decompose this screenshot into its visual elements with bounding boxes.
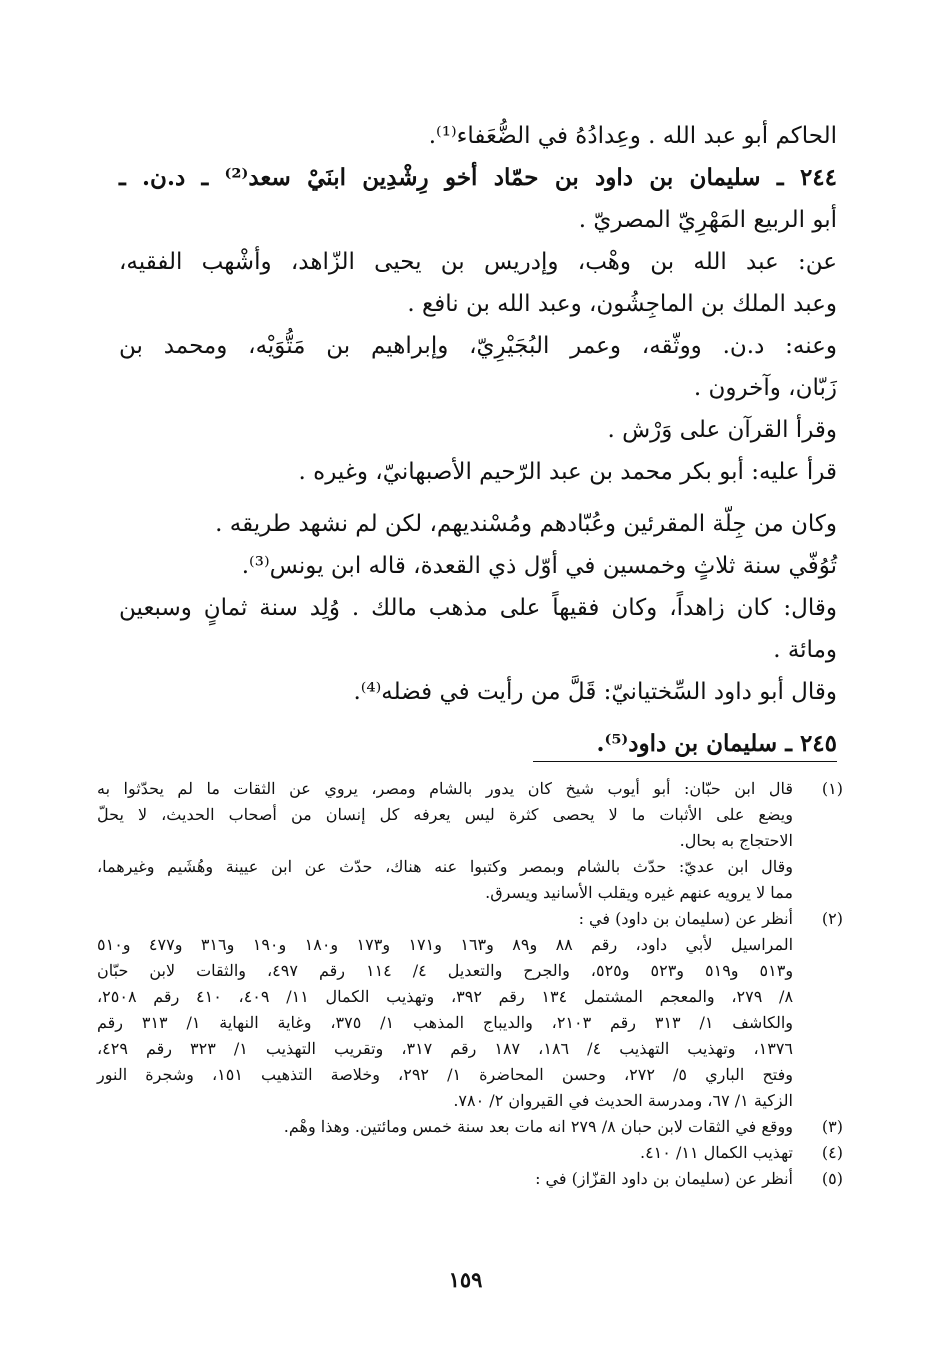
text-line: وكان من جِلّة المقرئين وعُبّادهم ومُسْنديهم، لكن لم نشهد طريقه .	[215, 511, 837, 537]
footnote-number: (٢)	[821, 909, 843, 928]
footnote-1	[97, 776, 843, 906]
text-line: تُوُفّي سنة ثلاثٍ وخمسين في أوّل ذي القعدة، قاله ابن يونس⁽³⁾.	[241, 553, 837, 579]
text-line: وعبد الملك بن الماجِشُون، وعبد الله بن نافع .	[407, 291, 837, 317]
main-text	[119, 115, 837, 765]
footnote-line: ٨/ ٢٧٩، والمعجم المشتمل ١٣٤ رقم ٣٩٢، وتهذيب الكمال ١١/ ٤٠٩، ٤١٠ رقم ٢٥٠٨،	[97, 987, 794, 1006]
page-number: ١٥٩	[448, 1267, 483, 1292]
text-line: قرأ عليه: أبو بكر محمد بن عبد الرّحيم الأصبهانيّ، وغيره .	[298, 459, 837, 485]
text-line: ومائة .	[773, 637, 837, 663]
footnote-line: أنظر عن (سليمان بن داود القزّاز) في :	[535, 1169, 793, 1188]
footnote-number: (٥)	[821, 1169, 843, 1188]
footnote-line: الزكية ١/ ٦٧، ومدرسة الحديث في القيروان ٢/ ٧٨٠.	[453, 1091, 793, 1110]
entry-heading-245: ٢٤٥ ـ سليمان بن داود⁽⁵⁾.	[596, 730, 837, 757]
footnote-line: الاحتجاج به بحال.	[679, 831, 793, 850]
footnote-4	[97, 1140, 843, 1166]
footnote-number: (٤)	[821, 1143, 843, 1162]
text-line: الحاكم أبو عبد الله . وعِدادُهُ في الضُّعَفاء⁽¹⁾.	[428, 123, 837, 149]
text-line: عن: عبد الله بن وهْب، وإدريس بن يحيى الزّاهد، وأشْهب الفقيه،	[119, 249, 837, 275]
footnote-line: قال ابن حبّان: أبو أيوب شيخ كان يدور بالشام ومصر، يروي عن الثقات ما لم يحدّثوا به	[97, 779, 793, 798]
footnote-line: ١٣٧٦، وتهذيب التهذيب ٤/ ١٨٦، ١٨٧ رقم ٣١٧، وتقريب التهذيب ١/ ٣٢٣ رقم ٤٢٩،	[97, 1039, 794, 1058]
footnote-line: مما لا يرويه عنهم غيره ويقلب الأسانيد ويسرق.	[485, 883, 793, 902]
footnote-line: ويضع على الأثبات ما لا يحصى كثرة ليس يعرفه كل إنسان من أصحاب الحديث، لا يحلّ	[97, 805, 793, 824]
footnote-5	[97, 1166, 843, 1192]
footnote-line: وقال ابن عديّ: حدّث بالشام وبمصر وكتبوا عنه هناك، حدّث عن ابن عيينة وهُشَيم وغيرهما،	[97, 857, 793, 876]
text-line: زَبّان، وآخرون .	[693, 375, 837, 401]
text-line: وقال أبو داود السِّختيانيّ: قَلَّ من رأيت في فضله⁽⁴⁾.	[353, 679, 837, 705]
text-line: وقال: كان زاهداً، وكان فقيهاً على مذهب مالك . وُلِد سنة ثمانٍ وسبعين	[119, 595, 837, 621]
footnote-3	[97, 1114, 843, 1140]
footnote-line: تهذيب الكمال ١١/ ٤١٠.	[639, 1143, 793, 1162]
text-line: وعنه: د.ن. ووثّقه، وعمر البُجَيْرِيّ، وإبراهيم بن مَتُّوَيْه، ومحمد بن	[119, 333, 837, 359]
entry-heading-244: ٢٤٤ ـ سليمان بن داود بن حمّاد أخو رِشْدِين ابنَيْ سعد⁽²⁾ ـ د.ن. ـ	[119, 164, 837, 191]
footnote-line: و٥١٣ و٥١٩ و٥٢٣ و٥٢٥، والجرح والتعديل ٤/ ١١٤ رقم ٤٩٧، والثقات لابن حبّان	[97, 961, 794, 980]
footnote-number: (٣)	[821, 1117, 843, 1136]
footnote-line: ووقع في الثقات لابن حبان ٨/ ٢٧٩ انه مات بعد سنة خمس ومائتين. وهذا وهْم.	[283, 1117, 793, 1136]
text-line: أبو الربيع المَهْرِيّ المصريّ .	[578, 207, 837, 233]
footnote-line: أنظر عن (سليمان بن داود) في :	[578, 909, 793, 928]
footnote-number: (١)	[821, 779, 843, 798]
text-line: وقرأ القرآن على وَرْش .	[607, 417, 837, 443]
footnote-2	[97, 906, 843, 1114]
footnotes	[97, 776, 843, 1192]
footnote-line: والكاشف ١/ ٣١٣ رقم ٢١٠٣، والديباج المذهب ١/ ٣٧٥، وغاية النهاية ١/ ٣١٣ رقم	[97, 1013, 794, 1032]
footnote-separator	[533, 761, 837, 762]
footnote-line: المراسيل لأبي داود، رقم ٨٨ و٨٩ و١٦٣ و١٧١ و١٧٣ و١٨٠ و١٩٠ و٣١٦ و٤٧٧ و٥١٠	[97, 935, 794, 954]
footnote-line: وفتح الباري ٥/ ٢٧٢، وحسن المحاضرة ١/ ٢٩٢، وخلاصة التذهيب ١٥١، وشجرة النور	[97, 1065, 793, 1084]
